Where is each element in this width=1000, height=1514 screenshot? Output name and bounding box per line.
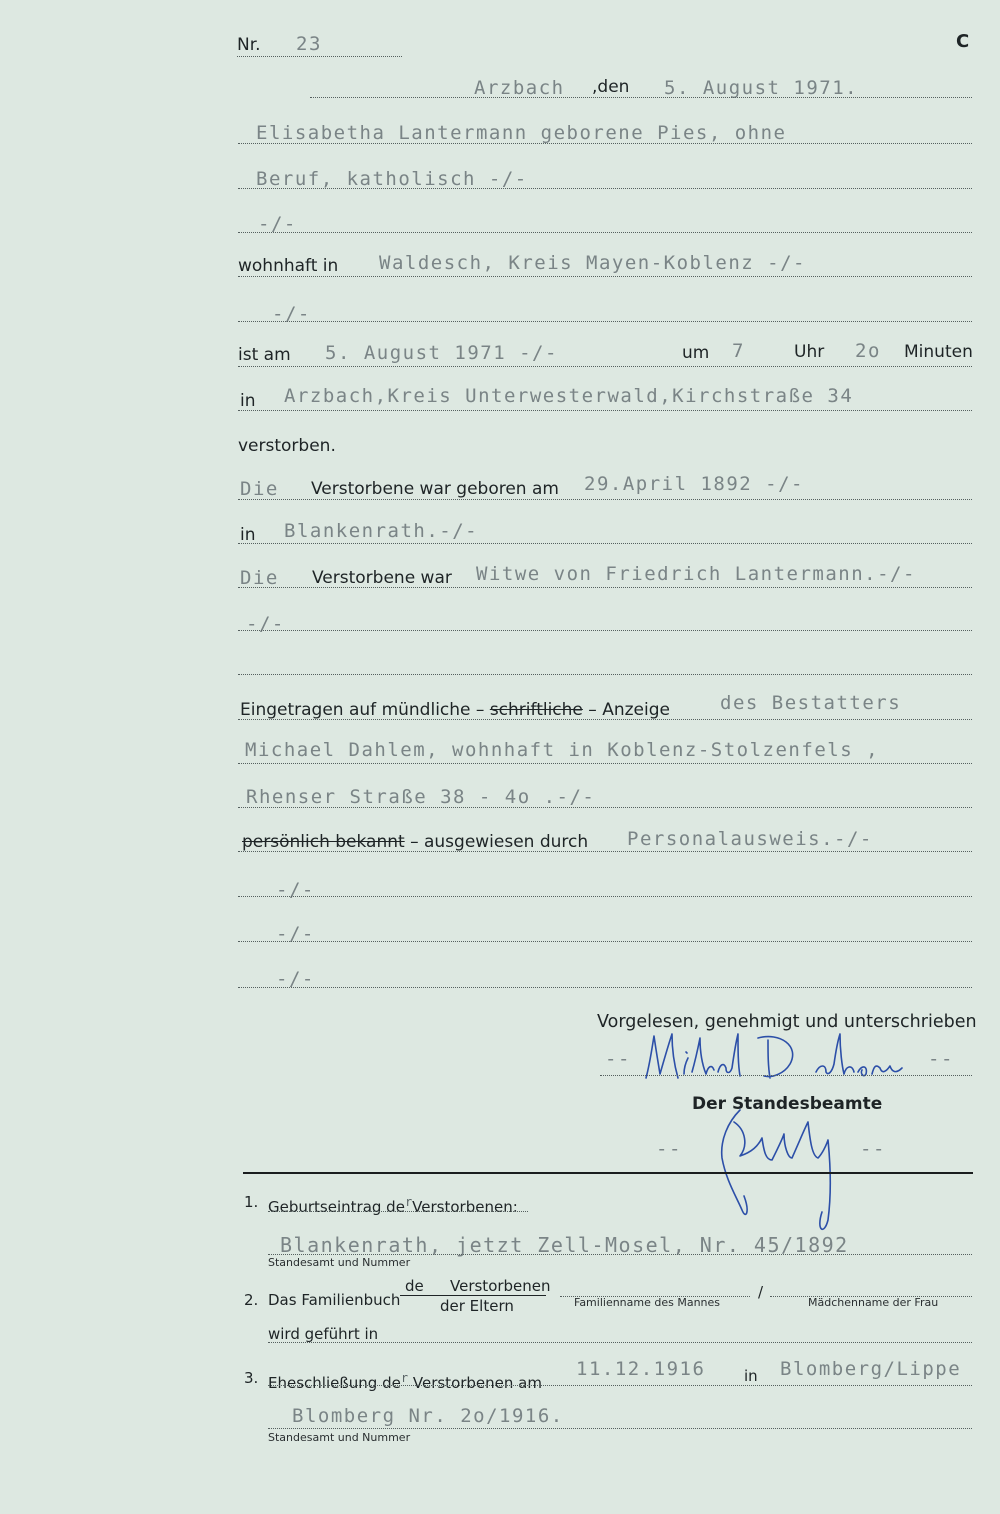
line [238,321,972,322]
line [238,896,972,897]
identification-line-1: -/- [276,879,315,901]
entry-suffix: – Anzeige [588,700,670,720]
line [238,587,972,588]
item2-wird-label: wird geführt in [268,1325,379,1343]
item1-label-b: Verstorbenen: [412,1198,518,1216]
den-label: ,den [592,77,630,97]
entry-prefix: Eingetragen auf mündliche – [240,700,485,720]
identification-line-2: -/- [276,923,315,945]
approval-text: Vorgelesen, genehmigt und unterschrieben [597,1012,977,1032]
place-value: Arzbach [474,77,565,99]
line [238,499,972,500]
item2-label: Das Familienbuch [268,1291,401,1309]
item3-date: 11.12.1916 [576,1358,706,1380]
item3-label [268,1368,542,1393]
entry-value3: Rhenser Straße 38 - 4o .-/- [246,786,596,808]
uhr-label: Uhr [794,342,825,362]
death-date: 5. August 1971 -/- [325,342,558,364]
status-line2: -/- [246,613,285,635]
dash-left-1: -- [605,1048,631,1070]
status-value: Witwe von Friedrich Lantermann.-/- [476,563,916,585]
death-in-label: in [240,391,256,411]
um-label: um [682,343,710,363]
identification-value: Personalausweis.-/- [627,828,873,850]
item1-sup: r [404,1195,413,1209]
minuten-label: Minuten [904,342,973,362]
entry-value1: des Bestatters [720,692,902,714]
line [268,1428,972,1429]
nr-line [237,56,402,57]
informant-line [600,1075,972,1076]
line [238,410,972,411]
identification-label [242,832,588,852]
line [238,851,972,852]
item1-value: Blankenrath, jetzt Zell-Mosel, Nr. 45/1892 [280,1233,849,1257]
residence-line2: -/- [272,303,311,325]
line [238,674,972,675]
item2-frac-bottom: der Eltern [440,1297,514,1315]
death-minutes: 2o [855,340,881,362]
line [238,807,972,808]
death-hour: 7 [732,340,745,362]
item2-slash: / [758,1283,764,1301]
line [268,1385,972,1386]
death-label: ist am [238,345,291,365]
official-label: Der Standesbeamte [692,1094,883,1114]
item1-num: 1. [244,1193,259,1211]
item2-wife-label: Mädchenname der Frau [808,1296,939,1309]
verstorben-label: verstorben. [238,436,336,456]
line [238,719,972,720]
birth-in-label: in [240,525,256,545]
line [238,366,972,367]
line [238,188,972,189]
residence-value: Waldesch, Kreis Mayen-Koblenz -/- [379,252,806,274]
person-line3: -/- [258,213,297,235]
item2-num: 2. [244,1291,259,1309]
identification-line-3: -/- [276,968,315,990]
nr-value: 23 [296,33,322,55]
item1-label-a: Geburtseintrag de [268,1198,405,1216]
person-line1: Elisabetha Lantermann geborene Pies, ohne [256,122,787,144]
entry-label [240,700,670,720]
line [268,1211,528,1212]
entry-struck: schriftliche [489,700,583,720]
line [238,276,972,277]
line [268,1342,972,1343]
identification-struck: persönlich bekannt [242,832,405,852]
place-date-line [310,97,972,98]
item2-frac-top-a: de [405,1277,424,1295]
line [238,987,972,988]
item3-label-a: Eheschließung de [268,1374,401,1392]
item1-sublabel: Standesamt und Nummer [268,1256,411,1269]
line [238,232,972,233]
line [238,941,972,942]
dash-right-1: -- [928,1048,954,1070]
line [238,763,972,764]
birth-place: Blankenrath.-/- [284,520,479,542]
line [238,630,972,631]
item1-label [268,1192,518,1217]
informant-signature [640,1028,910,1088]
entry-value2: Michael Dahlem, wohnhaft in Koblenz-Stolzenfels , [245,739,880,761]
item3-place: Blomberg/Lippe [780,1358,962,1380]
birth-label: Verstorbene war geboren am [311,479,559,499]
birth-date: 29.April 1892 -/- [584,473,804,495]
nr-label: Nr. [237,35,261,55]
item3-sup: r [400,1371,409,1385]
item3-num: 3. [244,1369,259,1387]
item3-sublabel: Standesamt und Nummer [268,1431,411,1444]
date-value: 5. August 1971. [664,77,859,99]
corner-letter: C [956,31,970,52]
dash-left-2: -- [656,1138,682,1160]
item3-label-b: Verstorbenen am [412,1374,542,1392]
item2-husband-label: Familienname des Mannes [574,1296,721,1309]
item2-frac-top-b: Verstorbenen [450,1277,551,1295]
status-die: Die [240,567,279,589]
footer-rule [243,1172,973,1174]
dash-right-2: -- [860,1138,886,1160]
line [268,1254,972,1255]
item3-value: Blomberg Nr. 2o/1916. [292,1405,564,1427]
status-label: Verstorbene war [312,568,452,588]
item3-in-label: in [744,1367,758,1385]
death-place: Arzbach,Kreis Unterwesterwald,Kirchstraße 34 [284,385,854,407]
person-line2: Beruf, katholisch -/- [256,168,528,190]
identification-text: – ausgewiesen durch [410,832,589,852]
line [238,543,972,544]
birth-die: Die [240,478,279,500]
line [238,143,972,144]
residence-label: wohnhaft in [238,256,339,276]
